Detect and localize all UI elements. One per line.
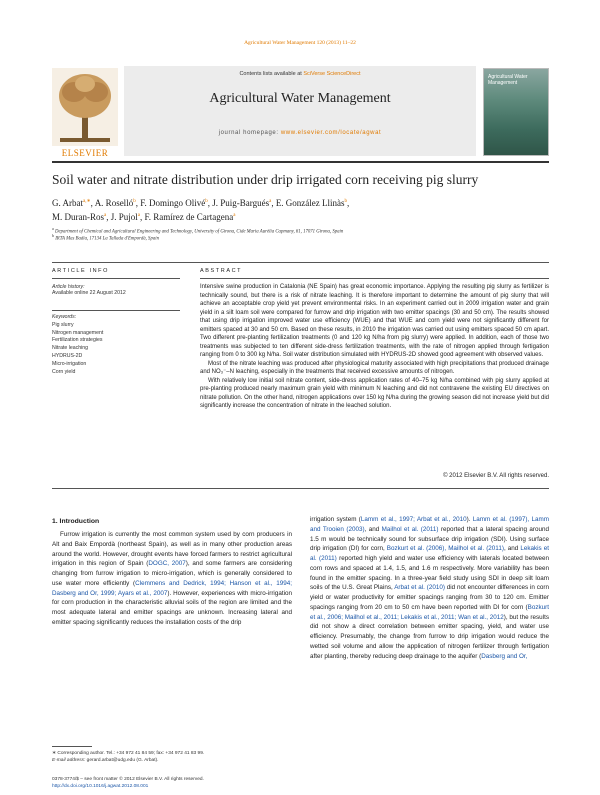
author: G. Arbat bbox=[52, 198, 83, 208]
text-run: irrigation system ( bbox=[310, 516, 361, 523]
text-run: ), and some farmers are considering changing from furrow irrigation to micro-irrigation, which is generally considered to use water more efficiently ( bbox=[52, 560, 292, 587]
author-list bbox=[52, 197, 549, 224]
author-affil-mark[interactable]: a bbox=[137, 212, 140, 218]
journal-reference[interactable]: Agricultural Water Management 120 (2013) 11–22 bbox=[244, 40, 356, 46]
text-run: , and bbox=[503, 545, 521, 553]
keywords-block bbox=[52, 314, 180, 376]
keyword: Corn yield bbox=[52, 368, 76, 375]
article-history bbox=[52, 284, 180, 296]
abstract-heading: ABSTRACT bbox=[200, 268, 243, 274]
contents-line bbox=[124, 71, 476, 77]
email-note bbox=[52, 757, 292, 764]
citation-link[interactable]: Mailhol et al. (2011) bbox=[381, 525, 439, 533]
corresponding-author-note: ∗ Corresponding author. Tel.: +34 972 41 84 59; fax: +34 972 41 83 99. bbox=[52, 751, 205, 756]
author: F. Ramírez de Cartagena bbox=[144, 211, 234, 222]
affiliation-mark: a bbox=[52, 226, 54, 231]
contents-prefix: Contents lists available at bbox=[239, 71, 304, 77]
abstract-paragraph: Most of the nitrate leaching was produced after physiological maturity associated with high precipitations that produced drainage and NO₃⁻–N leaching, especially in the treatments that received excessive amounts of nitrogen. bbox=[200, 360, 549, 376]
text-run: reported that a lateral spacing around 1.5 m would be technically sound for subsurface drip irrigation (SDI). Using surface drip irrigation (DI) for corn, bbox=[310, 525, 549, 553]
citation-link[interactable]: DOGC, 2007 bbox=[148, 560, 186, 568]
homepage-prefix: journal homepage: bbox=[218, 130, 281, 136]
abstract-body bbox=[200, 283, 549, 411]
abstract-paragraph: With relatively low initial soil nitrate content, side-dress application rates of 40–75 kg N/ha combined with pig slurry applied at pre-planting produced nearly maximum grain yield with minimum N leaching and did not contravene the existing EU directives on nitrate pollution. On the other hand, nitrogen applications over 150 kg N/ha during the growing season did not increase yield but did significantly increase the concentration of nitrate in the leached solution. bbox=[200, 377, 549, 410]
copyright-notice: © 2012 Elsevier B.V. All rights reserved. bbox=[443, 473, 549, 479]
author-affil-mark[interactable]: a bbox=[269, 199, 272, 204]
email-label: E-mail address: bbox=[52, 758, 86, 764]
doi-block bbox=[52, 776, 302, 790]
history-label: Article history: bbox=[52, 284, 85, 290]
abstract-paragraph: Intensive swine production in Catalonia (NE Spain) has great economic importance. Applying the resulting pig slurry as fertilizer is technically sound, but there is a risk of nitrate leaching. It is therefore important to determine the amount of pig slurry that will achieve an acceptable crop yield yet prevent environmental risks. In an experiment carried out in 2009 irrigation water and grain yield in a silt loam soil were compared for furrow and drip irrigation with two emitter spacings (30 and 50 cm). The results showed that using drip irrigation improved water use efficiency (WUE) and that WUE and corn yield were not significantly different for emitters spaced at 30 and 50 cm. Based on these results, in 2010 the irrigation was carried out using emitters spaced 50 cm apart. Two different pre-planting fertilization treatments (0 and 120 kg N/ha from pig slurry) were applied. In addition, each of those two treatments was subjected to ten different side-dress fertilization treatments, with the rate of nitrogen applied through fertigation ranging from 0 to 300 kg N/ha. Soil water distribution simulated with HYDRUS-2D showed good agreement with observed values. bbox=[200, 284, 549, 359]
intro-paragraph bbox=[52, 530, 292, 628]
citation-link[interactable]: Lamm et al. (1997), Lamm and Trooien (2003) bbox=[310, 516, 550, 533]
author-line-2: M. Duran-Ros$^a$, J. Pujol$^a$, F. Ramírez de Cartagena$^a$ bbox=[52, 211, 236, 222]
author: M. Duran-Ros bbox=[52, 211, 104, 222]
text-run: ). bbox=[466, 516, 473, 523]
sciencedirect-link[interactable]: SciVerse ScienceDirect bbox=[303, 71, 361, 77]
elsevier-logo bbox=[52, 68, 118, 160]
footnotes bbox=[52, 750, 292, 764]
citation-link[interactable]: Lamm et al., 1997; Arbat et al., 2010 bbox=[360, 516, 467, 523]
intro-heading: 1. Introduction bbox=[52, 518, 100, 525]
citation-link[interactable]: Bozkurt et al. (2006), Mailhol et al. (2011) bbox=[386, 545, 504, 553]
article-title: Soil water and nitrate distribution under drip irrigated corn receiving pig slurry bbox=[52, 172, 479, 187]
author-affil-mark[interactable]: a bbox=[104, 212, 107, 218]
affiliation-text: IRTA Mas Badia, 17134 La Tallada d'Empordà, Spain bbox=[55, 236, 159, 242]
journal-banner bbox=[124, 66, 476, 156]
article-info-heading: ARTICLE INFO bbox=[52, 268, 109, 274]
affiliation-b bbox=[52, 233, 549, 242]
intro-right-column bbox=[310, 515, 549, 661]
citation-link[interactable]: Bozkurt et al., 2006; Mailhol et al., 2011; Lekakis et al., 2011; Wan et al., 2012 bbox=[310, 603, 549, 621]
history-value: Available online 22 August 2012 bbox=[52, 290, 126, 296]
homepage-link[interactable]: www.elsevier.com/locate/agwat bbox=[280, 130, 382, 136]
intro-paragraph bbox=[310, 515, 549, 661]
journal-title: Agricultural Water Management bbox=[209, 91, 391, 106]
text-run: , and bbox=[364, 525, 382, 533]
keyword: Nitrogen management bbox=[52, 329, 104, 336]
keyword: Fertilization strategies bbox=[52, 337, 103, 344]
cover-title: Agricultural Water Management bbox=[488, 74, 528, 86]
author-affil-mark[interactable]: b bbox=[205, 199, 208, 204]
author: F. Domingo Olivé bbox=[140, 198, 206, 208]
author-affil-mark[interactable]: b bbox=[133, 199, 136, 204]
keyword: Micro-irrigation bbox=[52, 360, 87, 367]
journal-header bbox=[52, 66, 549, 164]
issn-line: 0378-3774/$ – see front matter © 2012 Elsevier B.V. All rights reserved. bbox=[52, 777, 204, 782]
keywords-divider bbox=[52, 310, 180, 311]
journal-cover-image bbox=[483, 68, 549, 156]
text-run: Furrow irrigation is currently the most common system used by corn producers in Alt and Baix Empordà (northeast Spain), as well as in many other production areas around the world. However, drought events have forced farmers to restrict agricultural irrigation in this region of Spain ( bbox=[52, 531, 292, 568]
citation-link[interactable]: Dasberg and Or, bbox=[481, 652, 528, 660]
homepage-line bbox=[124, 130, 476, 136]
section-divider bbox=[52, 262, 549, 263]
text-run: did not encounter differences in corn yield or water productivity for emitter spacings ranging from 30 to 120 cm. Emitter spacings ranging from 20 cm to 50 cm have been reported with DI for corn ( bbox=[310, 584, 550, 611]
author: A. Roselló bbox=[94, 198, 134, 208]
keyword: Pig slurry bbox=[52, 321, 74, 328]
citation-link[interactable]: Clemmens and Dedrick, 1994; Hanson et al., 1994; Dasberg and Or, 1999; Ayars et al., 2007 bbox=[52, 579, 292, 597]
author: J. Puig-Bargués bbox=[212, 198, 270, 208]
affiliation-mark: b bbox=[52, 233, 54, 238]
keyword: HYDRUS-2D bbox=[52, 352, 83, 359]
affiliation-text: Department of Chemical and Agricultural Engineering and Technology, University of Girona, Cide Maria Aurèlia Capmany, 61, 17071 Girona, Spain bbox=[54, 229, 344, 235]
doi-link[interactable]: http://dx.doi.org/10.1016/j.agwat.2012.08.001 bbox=[52, 784, 149, 790]
footnote-divider bbox=[52, 746, 92, 747]
author-line-1: G. Arbat$^{a,∗}$, A. Roselló$^b$, F. Domingo Olivé$^b$, J. Puig-Bargués$^a$, E. González Llinàs$^b$, bbox=[52, 198, 350, 208]
header-divider bbox=[52, 161, 549, 163]
text-run: reported high yield and water use efficiency with laterals located between corn rows and spaced at 1.4, 1.5, and 1.6 m respectively. More variability has been found in the emitter spacing. In a three-year field study using SDI in deep silt loam soils of the U.S. Great Plains, bbox=[310, 555, 549, 592]
author: J. Pujol bbox=[110, 211, 138, 222]
author-affil-mark[interactable]: a,∗ bbox=[83, 199, 91, 204]
author-affil-mark[interactable]: b bbox=[344, 199, 348, 204]
abstract-end-divider bbox=[52, 488, 549, 489]
intro-left-column bbox=[52, 530, 292, 628]
citation-link[interactable]: Arbat et al. (2010) bbox=[394, 584, 445, 592]
keyword: Nitrate leaching bbox=[52, 345, 89, 352]
email-address[interactable]: gerard.arbat@udg.edu (G. Arbat). bbox=[86, 758, 159, 764]
info-divider bbox=[52, 278, 180, 279]
publisher-name: ELSEVIER bbox=[61, 148, 109, 158]
author: E. González Llinàs bbox=[275, 198, 345, 208]
abstract-divider bbox=[200, 278, 549, 279]
citation-link[interactable]: Lekakis et al. (2011) bbox=[310, 545, 549, 562]
elsevier-tree-icon bbox=[52, 68, 118, 146]
text-run: ). However, experiences with micro-irrigation for corn production in the characteristic alluvial soils of the region are limited and the most adequate lateral and emitter spacings are unknown. Increasing lateral and emitter spacing significantly reduces the installation costs of the drip bbox=[52, 589, 292, 626]
keywords-label: Keywords: bbox=[52, 314, 77, 320]
text-run: ), but the results did not show a direct correlation between emitter spacing, yield, and water use efficiency. Presumably, the change from furrow to drip irrigation would reduce the wetted soil volume and allow the application of nitrogen fertilizer through fertigation after planting, thereby reducing deep drainage to the aquifer ( bbox=[310, 613, 549, 660]
author-affil-mark[interactable]: a bbox=[233, 212, 236, 218]
